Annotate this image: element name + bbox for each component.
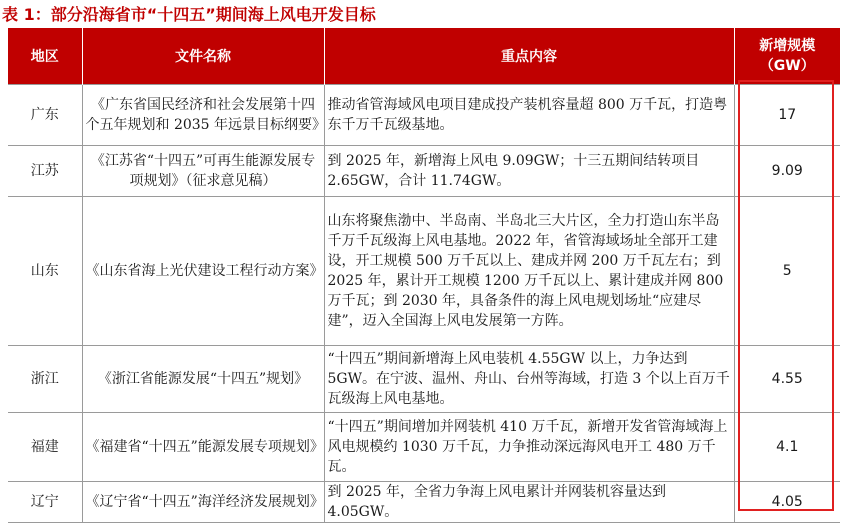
cell-content: “十四五”期间新增海上风电装机 4.55GW 以上，力争达到 5GW。在宁波、温州、舟山、台州等海域，打造 3 个以上百万千瓦级海上风电基地。 [324, 346, 734, 413]
cell-region: 浙江 [8, 346, 82, 413]
wind-target-table [8, 28, 840, 523]
cell-region: 福建 [8, 413, 82, 482]
table-row [8, 197, 840, 346]
cell-doc: 《江苏省“十四五”可再生能源发展专项规划》（征求意见稿） [82, 146, 324, 197]
header-doc: 文件名称 [82, 28, 324, 85]
header-capacity-line2: （GW） [759, 58, 815, 74]
table-row [8, 346, 840, 413]
table-title: 表 1：部分沿海省市“十四五”期间海上风电开发目标 [2, 5, 376, 24]
cell-doc: 《广东省国民经济和社会发展第十四个五年规划和 2035 年远景目标纲要》 [82, 85, 324, 146]
table-row [8, 413, 840, 482]
cell-doc: 《山东省海上光伏建设工程行动方案》 [82, 197, 324, 346]
table-row [8, 482, 840, 523]
cell-region: 江苏 [8, 146, 82, 197]
header-region: 地区 [8, 28, 82, 85]
cell-capacity: 4.05 [734, 482, 840, 523]
cell-content: 到 2025 年，新增海上风电 9.09GW；十三五期间结转项目 2.65GW，合计 11.74GW。 [324, 146, 734, 197]
cell-capacity: 5 [734, 197, 840, 346]
cell-content: “十四五”期间增加并网装机 410 万千瓦，新增开发省管海域海上风电规模约 1030 万千瓦，力争推动深远海风电开工 480 万千瓦。 [324, 413, 734, 482]
cell-content: 推动省管海域风电项目建成投产装机容量超 800 万千瓦，打造粤东千万千瓦级基地。 [324, 85, 734, 146]
header-content: 重点内容 [324, 28, 734, 85]
table-header-row [8, 28, 840, 85]
table-row [8, 85, 840, 146]
cell-content: 到 2025 年，全省力争海上风电累计并网装机容量达到 4.05GW。 [324, 482, 734, 523]
cell-doc: 《辽宁省“十四五”海洋经济发展规划》 [82, 482, 324, 523]
cell-capacity: 9.09 [734, 146, 840, 197]
table-row [8, 146, 840, 197]
cell-doc: 《浙江省能源发展“十四五”规划》 [82, 346, 324, 413]
cell-capacity: 4.55 [734, 346, 840, 413]
cell-region: 辽宁 [8, 482, 82, 523]
header-capacity-line1: 新增规模 [759, 38, 816, 54]
cell-region: 山东 [8, 197, 82, 346]
header-capacity [734, 28, 840, 85]
cell-content: 山东将聚焦渤中、半岛南、半岛北三大片区，全力打造山东半岛千万千瓦级海上风电基地。2022 年，省管海域场址全部开工建设，开工规模 500 万千瓦以上、建成并网 200 万千瓦左右；到 2025 年，累计开工规模 1200 万千瓦以上、累计建成并网 800 万千瓦；到 2030 年，具备条件的海上风电规划场址“应建尽建”，迈入全国海上风电发展第一方阵。 [324, 197, 734, 346]
cell-region: 广东 [8, 85, 82, 146]
cell-capacity: 17 [734, 85, 840, 146]
cell-doc: 《福建省“十四五”能源发展专项规划》 [82, 413, 324, 482]
cell-capacity: 4.1 [734, 413, 840, 482]
